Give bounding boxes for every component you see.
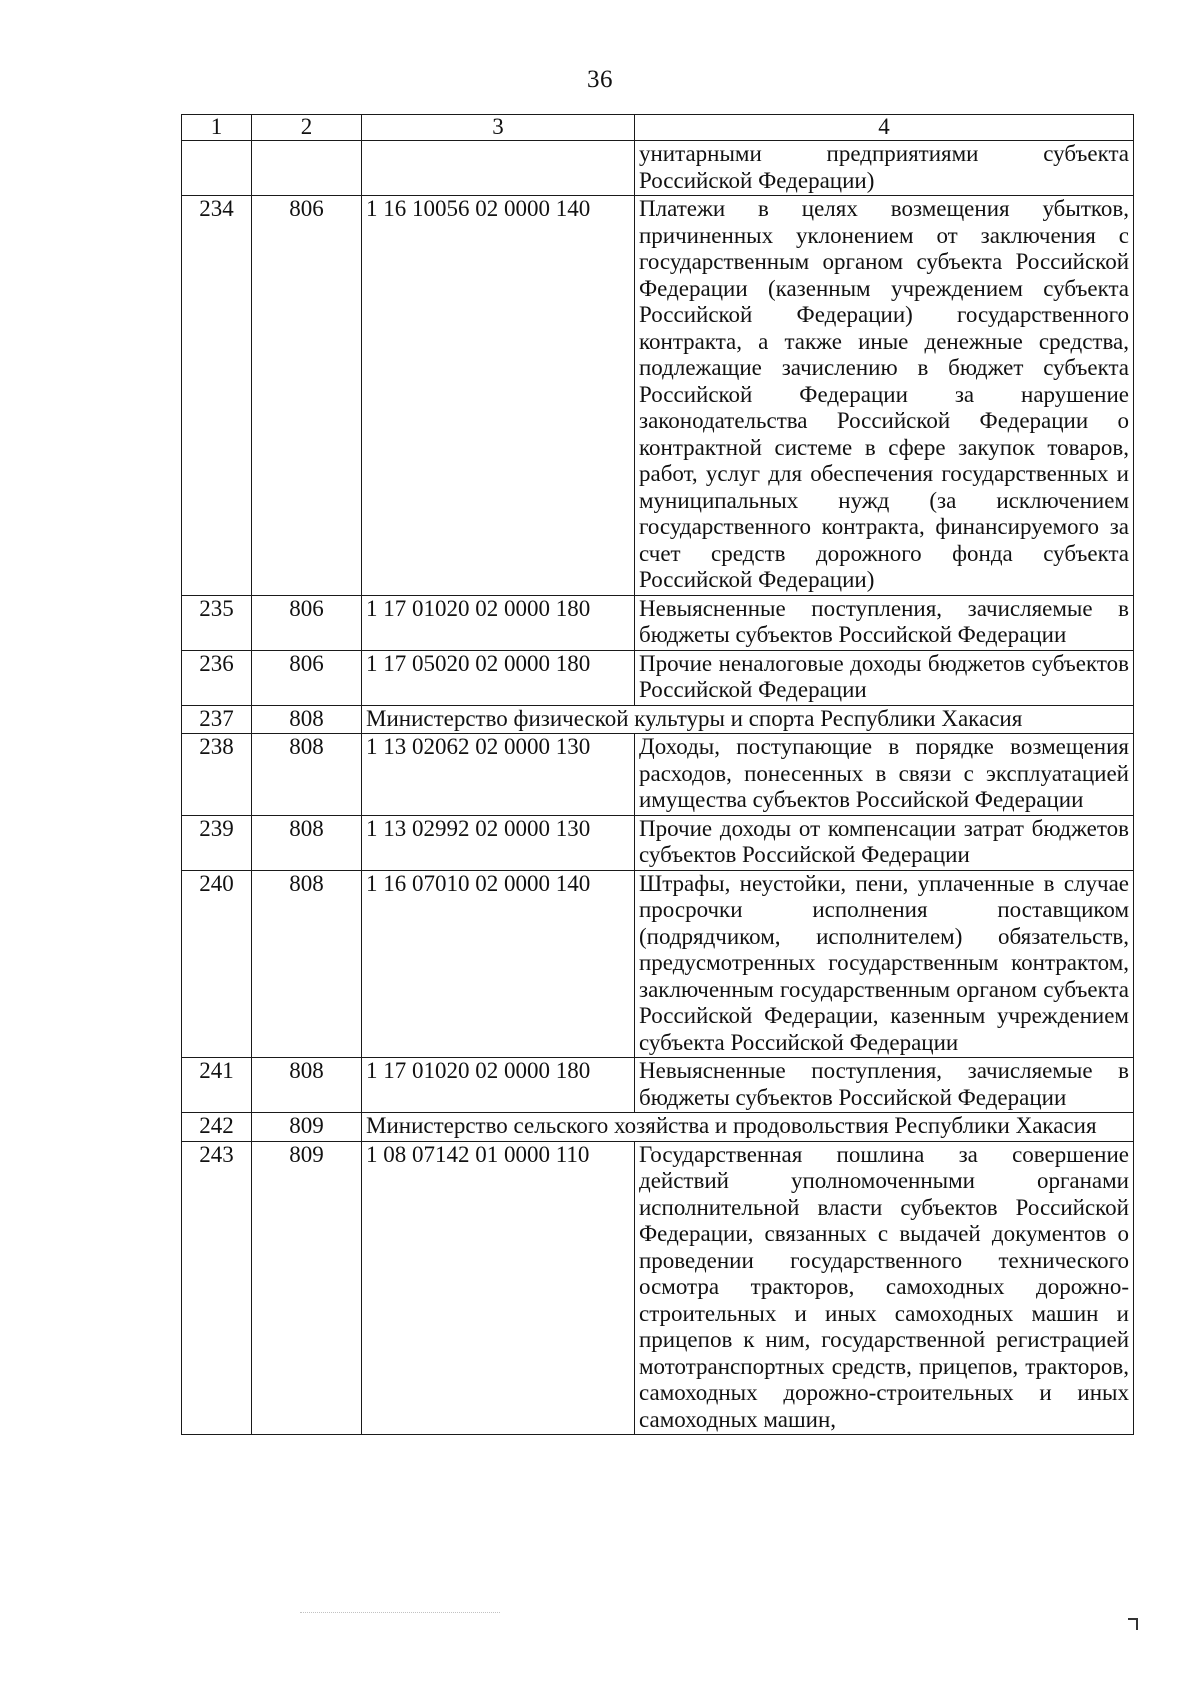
header-col-3: 3 — [362, 115, 635, 141]
table-row — [182, 1058, 1134, 1113]
admin-code — [252, 141, 362, 196]
budget-classification-code: 1 17 01020 02 0000 180 — [362, 595, 635, 650]
revenue-codes-table — [181, 114, 1134, 1435]
budget-classification-code: 1 17 01020 02 0000 180 — [362, 1058, 635, 1113]
row-number: 236 — [182, 650, 252, 705]
budget-classification-code: 1 08 07142 01 0000 110 — [362, 1141, 635, 1435]
row-number: 238 — [182, 734, 252, 816]
budget-classification-code: 1 16 07010 02 0000 140 — [362, 870, 635, 1058]
admin-code: 806 — [252, 196, 362, 596]
admin-code: 808 — [252, 1058, 362, 1113]
revenue-description: Прочие неналоговые доходы бюджетов субъектов Российской Федерации — [635, 650, 1134, 705]
row-number: 241 — [182, 1058, 252, 1113]
budget-classification-code: 1 13 02062 02 0000 130 — [362, 734, 635, 816]
corner-mark — [1128, 1618, 1138, 1630]
row-number: 242 — [182, 1113, 252, 1142]
table-row — [182, 650, 1134, 705]
header-row — [182, 115, 1134, 141]
admin-code: 809 — [252, 1141, 362, 1435]
table-row — [182, 1113, 1134, 1142]
budget-classification-code: 1 17 05020 02 0000 180 — [362, 650, 635, 705]
admin-code: 808 — [252, 734, 362, 816]
admin-code: 808 — [252, 705, 362, 734]
table-body — [182, 141, 1134, 1435]
table-row — [182, 141, 1134, 196]
revenue-description: Платежи в целях возмещения убытков, причиненных уклонением от заключения с государственным органом субъекта Российской Федерации (казенным учреждением субъекта Российской Федерации) государственного контракта, а также иные денежные средства, подлежащие зачислению в бюджет субъекта Российской Федерации за нарушение законодательства Российской Федерации о контрактной системе в сфере закупок товаров, работ, услуг для обеспечения государственных и муниципальных нужд (за исключением государственного контракта, финансируемого за счет средств дорожного фонда субъекта Российской Федерации) — [635, 196, 1134, 596]
admin-code: 809 — [252, 1113, 362, 1142]
budget-classification-code: 1 13 02992 02 0000 130 — [362, 815, 635, 870]
header-col-4: 4 — [635, 115, 1134, 141]
row-number: 235 — [182, 595, 252, 650]
scan-noise — [300, 1612, 500, 1619]
table-row — [182, 734, 1134, 816]
budget-classification-code: 1 16 10056 02 0000 140 — [362, 196, 635, 596]
budget-classification-code — [362, 141, 635, 196]
header-col-1: 1 — [182, 115, 252, 141]
admin-code: 806 — [252, 650, 362, 705]
administrator-name: Министерство физической культуры и спорта Республики Хакасия — [362, 705, 1134, 734]
administrator-name: Министерство сельского хозяйства и продовольствия Республики Хакасия — [362, 1113, 1134, 1142]
revenue-description: Прочие доходы от компенсации затрат бюджетов субъектов Российской Федерации — [635, 815, 1134, 870]
table-row — [182, 870, 1134, 1058]
admin-code: 808 — [252, 815, 362, 870]
table-row — [182, 595, 1134, 650]
row-number — [182, 141, 252, 196]
row-number: 239 — [182, 815, 252, 870]
table-row — [182, 1141, 1134, 1435]
table-row — [182, 705, 1134, 734]
revenue-description: Штрафы, неустойки, пени, уплаченные в случае просрочки исполнения поставщиком (подрядчиком, исполнителем) обязательств, предусмотренных государственным контрактом, заключенным государственным органом субъекта Российской Федерации, казенным учреждением субъекта Российской Федерации — [635, 870, 1134, 1058]
row-number: 243 — [182, 1141, 252, 1435]
table-row — [182, 196, 1134, 596]
revenue-description: Государственная пошлина за совершение действий уполномоченными органами исполнительной власти субъектов Российской Федерации, связанных с выдачей документов о проведении государственного технического осмотра тракторов, самоходных дорожно-строительных и иных самоходных машин и прицепов к ним, государственной регистрацией мототранспортных средств, прицепов, тракторов, самоходных дорожно-строительных и иных самоходных машин, — [635, 1141, 1134, 1435]
revenue-description: Доходы, поступающие в порядке возмещения расходов, понесенных в связи с эксплуатацией имущества субъектов Российской Федерации — [635, 734, 1134, 816]
row-number: 234 — [182, 196, 252, 596]
revenue-description: унитарными предприятиями субъекта Российской Федерации) — [635, 141, 1134, 196]
page-number: 36 — [587, 66, 613, 93]
table-row — [182, 815, 1134, 870]
row-number: 240 — [182, 870, 252, 1058]
admin-code: 806 — [252, 595, 362, 650]
header-col-2: 2 — [252, 115, 362, 141]
revenue-description: Невыясненные поступления, зачисляемые в бюджеты субъектов Российской Федерации — [635, 1058, 1134, 1113]
revenue-description: Невыясненные поступления, зачисляемые в бюджеты субъектов Российской Федерации — [635, 595, 1134, 650]
admin-code: 808 — [252, 870, 362, 1058]
row-number: 237 — [182, 705, 252, 734]
